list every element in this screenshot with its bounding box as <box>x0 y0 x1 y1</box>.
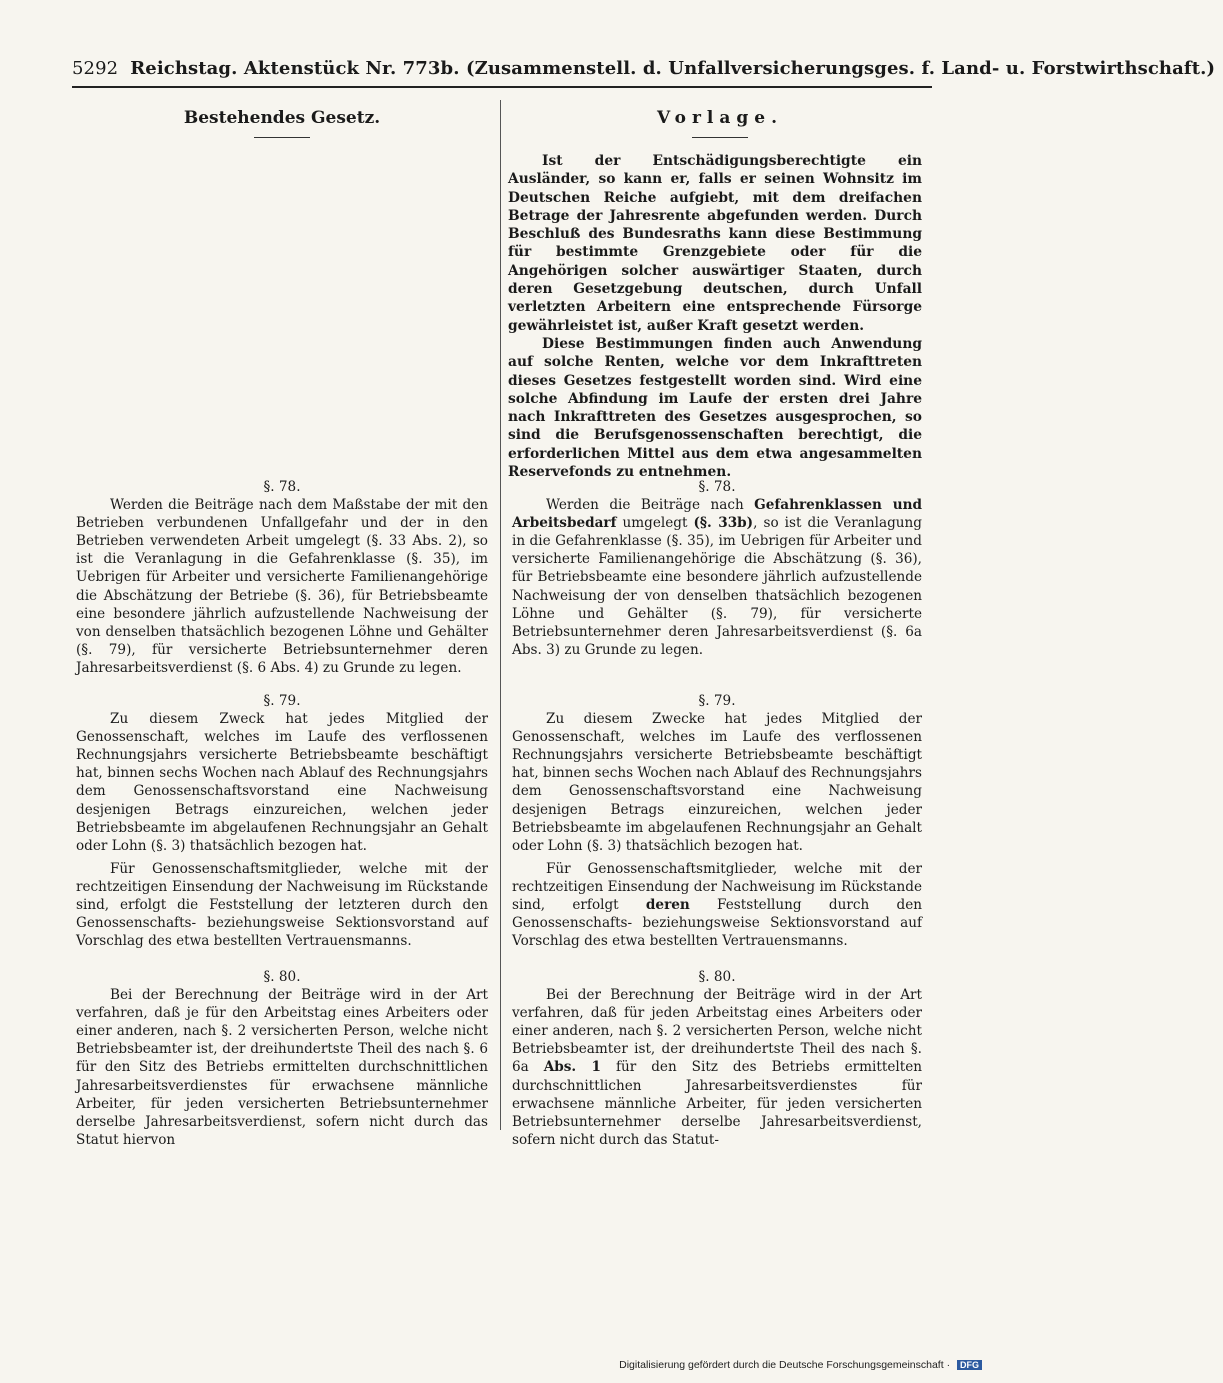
section-heading: §. 79. <box>263 693 301 709</box>
section-heading: §. 80. <box>263 969 301 985</box>
right-intro-para-1: Ist der Entschädigungsberechtigte ein Ausländer, so kann er, falls er seinen Wohnsitz im Deutschen Reiche aufgiebt, mit dem dreifachen Betrage der Jahresrente abgefunden werden. Durch Beschluß des Bundesraths kann diese Bestimmung für bestimmte Grenzgebiete oder für die Angehörigen solcher auswärtiger Staaten, durch deren Gesetzgebung deutschen, durch Unfall verletzten Arbeitern eine entsprechende Fürsorge gewährleistet ist, außer Kraft gesetzt werden. <box>508 153 922 334</box>
header-rule <box>72 86 932 88</box>
left-column-heading: Bestehendes Gesetz. <box>183 108 381 128</box>
text-run: Bei der Berechnung der Beiträge wird in der Art verfahren, daß für jeden Arbeitstag eines Arbeiters oder einer anderen, nach §. 2 versicherten Person, welche nicht Betriebsbeamter ist, der dreihundertste Theil des nach §. 6a <box>512 987 922 1076</box>
column-divider <box>500 100 501 1130</box>
left-s79-text-b: Für Genossenschaftsmitglieder, welche mit der rechtzeitigen Einsendung der Nachweisung im Rückstande sind, erfolgt die Feststellung der letzteren durch den Genossenschafts- beziehungsweise Sektionsvorstand auf Vorschlag des etwa bestellten Vertrauensmanns. <box>76 861 488 950</box>
right-s80-text <box>512 986 922 1149</box>
right-heading-rule <box>692 137 748 138</box>
right-s79b <box>512 860 922 950</box>
right-column-heading: Vorlage. <box>656 108 784 128</box>
text-run: umgelegt <box>616 515 694 532</box>
emphasis-run: deren <box>645 897 690 914</box>
right-intro-para-2: Diese Bestimmungen finden auch Anwendung auf solche Renten, welche vor dem Inkrafttreten dieses Gesetzes festgestellt worden sind. Wird eine solche Abfindung im Laufe der ersten drei Jahre nach Inkrafttreten des Gesetzes ausgesprochen, so sind die Berufsgenossenschaften berechtigt, die erforderlichen Mittel aus dem etwa angesammelten Reservefonds zu entnehmen. <box>508 335 922 481</box>
left-s80 <box>76 968 488 1149</box>
emphasis-run: (§. 33b) <box>693 515 754 532</box>
text-run: Werden die Beiträge nach <box>546 497 755 514</box>
header-title: Reichstag. Aktenstück Nr. 773b. (Zusammenstell. d. Unfallversicherungsges. f. Land- u. Forstwirthschaft.) <box>130 58 1216 79</box>
footer-credit: Digitalisierung gefördert durch die Deutsche Forschungsgemeinschaft · DFG <box>619 1359 982 1371</box>
left-s79-text-a: Zu diesem Zweck hat jedes Mitglied der Genossenschaft, welches im Laufe des verflossenen Rechnungsjahrs versicherte Betriebsbeamte beschäftigt hat, binnen sechs Wochen nach Ablauf des Rechnungsjahrs dem Genossenschaftsvorstand eine Nachweisung desjenigen Betrags einzureichen, welchen jeder Betriebsbeamte im abgelaufenen Rechnungsjahr an Gehalt oder Lohn (§. 3) thatsächlich bezogen hat. <box>76 711 488 854</box>
dfg-logo: DFG <box>957 1360 982 1370</box>
section-heading: §. 78. <box>263 479 301 495</box>
left-s79 <box>76 692 488 855</box>
left-s80-text: Bei der Berechnung der Beiträge wird in der Art verfahren, daß je für den Arbeitstag eines Arbeiters oder einer anderen, nach §. 2 versicherten Person, welche nicht Betriebsbeamter ist, der dreihundertste Theil des nach §. 6 für den Sitz des Betriebs ermittelten durchschnittlichen Jahresarbeitsverdienstes für erwachsene männliche Arbeiter, für jeden versicherten Betriebsunternehmer derselbe Jahresarbeitsverdienst, sofern nicht durch das Statut hiervon <box>76 987 488 1148</box>
footer-text: Digitalisierung gefördert durch die Deutsche Forschungsgemeinschaft <box>619 1359 944 1371</box>
page-header <box>72 58 1216 79</box>
text-run: für den Sitz des Betriebs ermittelten durchschnittlichen Jahresarbeitsverdienstes für erwachsene männliche Arbeiter, für jeden versicherten Betriebsunternehmer derselbe Jahresarbeitsverdienst, sofern nicht durch das Statut- <box>512 1059 922 1148</box>
page-number: 5292 <box>72 58 119 79</box>
left-heading-rule <box>254 137 310 138</box>
right-s79-text-b <box>512 860 922 950</box>
text-run: , so ist die Veranlagung in die Gefahrenklasse (§. 35), im Uebrigen für Arbeiter und versicherte Familienangehörige die Abschätzung (§. 36), für Betriebsbeamte eine besondere jährlich aufzustellende Nachweisung der von denselben thatsächlich bezogenen Löhne und Gehälter (§. 79), für versicherte Betriebsunternehmer deren Jahresarbeitsverdienst (§. 6a Abs. 3) zu Grunde zu legen. <box>512 515 922 658</box>
section-heading: §. 78. <box>698 479 736 495</box>
right-intro <box>508 152 922 481</box>
right-s78-text <box>512 496 922 659</box>
right-s78 <box>512 478 922 659</box>
section-heading: §. 79. <box>698 693 736 709</box>
emphasis-run: Gefahrenklassen und Arbeitsbedarf <box>512 497 922 532</box>
left-s78-text: Werden die Beiträge nach dem Maßstabe der mit den Betrieben verbundenen Unfallgefahr und der in den Betrieben verwendeten Arbeit umgelegt (§. 33 Abs. 2), so ist die Veranlagung in die Gefahrenklasse (§. 35), im Uebrigen für Arbeiter und versicherte Familienangehörige die Abschätzung der Betriebe (§. 36), für Betriebsbeamte eine besondere jährlich aufzustellende Nachweisung der von denselben thatsächlich bezogenen Löhne und Gehälter (§. 79), für versicherte Betriebsunternehmer deren Jahresarbeitsverdienst (§. 6 Abs. 4) zu Grunde zu legen. <box>76 497 488 676</box>
right-s80 <box>512 968 922 1149</box>
right-s79-text-a: Zu diesem Zwecke hat jedes Mitglied der Genossenschaft, welches im Laufe des verflossenen Rechnungsjahrs versicherte Betriebsbeamte beschäftigt hat, binnen sechs Wochen nach Ablauf des Rechnungsjahrs dem Genossenschaftsvorstand eine Nachweisung desjenigen Betrags einzureichen, welchen jeder Betriebsbeamte im abgelaufenen Rechnungsjahr an Gehalt oder Lohn (§. 3) thatsächlich bezogen hat. <box>512 711 922 854</box>
emphasis-run: Abs. 1 <box>543 1059 601 1076</box>
section-heading: §. 80. <box>698 969 736 985</box>
left-s78 <box>76 478 488 677</box>
text-run: Für Genossenschaftsmitglieder, welche mit der rechtzeitigen Einsendung der Nachweisung im Rückstande sind, erfolgt <box>512 861 922 914</box>
text-run: Feststellung durch den Genossenschafts- beziehungsweise Sektionsvorstand auf Vorschlag des etwa bestellten Vertrauensmanns. <box>512 897 922 950</box>
right-s79 <box>512 692 922 855</box>
left-s79b <box>76 860 488 950</box>
